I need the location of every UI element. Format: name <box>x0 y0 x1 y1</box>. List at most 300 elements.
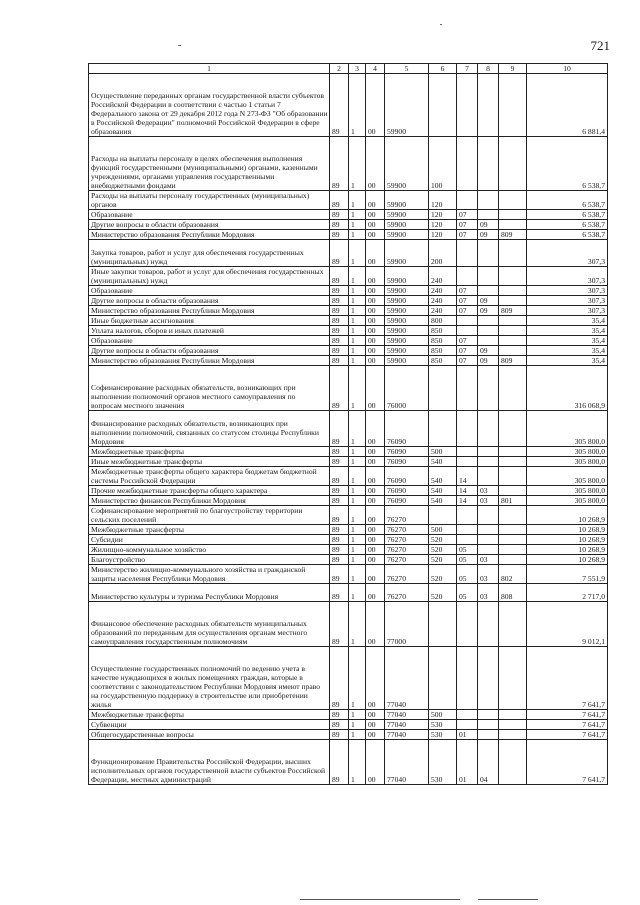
row-code-cell: 00 <box>366 584 385 602</box>
row-code-cell: 1 <box>349 730 366 740</box>
table-row <box>89 486 608 496</box>
row-code-cell <box>499 411 527 447</box>
column-header: 1 <box>89 64 330 74</box>
row-code-cell <box>499 730 527 740</box>
table-row <box>89 336 608 346</box>
row-code-cell <box>478 411 499 447</box>
row-code-cell <box>499 74 527 137</box>
row-code-cell: 100 <box>429 137 457 191</box>
row-code-cell <box>478 647 499 710</box>
row-amount-cell: 6 538,7 <box>527 230 608 240</box>
row-name-cell: Закупка товаров, работ и услуг для обеспечения государственных (муниципальных) нужд <box>89 240 330 267</box>
row-name-cell: Уплата налогов, сборов и иных платежей <box>89 326 330 336</box>
table-row <box>89 730 608 740</box>
table-row <box>89 720 608 730</box>
row-code-cell: 1 <box>349 296 366 306</box>
table-row <box>89 584 608 602</box>
row-code-cell: 04 <box>478 740 499 785</box>
row-code-cell: 1 <box>349 647 366 710</box>
row-code-cell: 00 <box>366 306 385 316</box>
column-header: 8 <box>478 64 499 74</box>
row-code-cell <box>478 137 499 191</box>
table-row <box>89 230 608 240</box>
row-code-cell: 59900 <box>385 286 429 296</box>
row-code-cell: 01 <box>457 740 478 785</box>
row-code-cell: 59900 <box>385 137 429 191</box>
row-code-cell: 1 <box>349 447 366 457</box>
row-code-cell: 500 <box>429 447 457 457</box>
row-code-cell: 1 <box>349 316 366 326</box>
table-body <box>89 74 608 785</box>
row-name-cell: Жилищно-коммунальное хозяйство <box>89 545 330 555</box>
row-amount-cell: 307,3 <box>527 286 608 296</box>
row-name-cell: Функционирование Правительства Российской Федерации, высших исполнительных органов государственной власти субъектов Российской Федерации, местных администраций <box>89 740 330 785</box>
row-code-cell <box>429 411 457 447</box>
table-row <box>89 286 608 296</box>
row-code-cell: 89 <box>330 486 349 496</box>
row-code-cell: 00 <box>366 535 385 545</box>
row-code-cell: 89 <box>330 447 349 457</box>
row-code-cell: 00 <box>366 137 385 191</box>
row-code-cell: 76090 <box>385 457 429 467</box>
row-code-cell: 89 <box>330 602 349 647</box>
table-row <box>89 555 608 565</box>
row-amount-cell: 35,4 <box>527 326 608 336</box>
table-row <box>89 296 608 306</box>
row-code-cell: 89 <box>330 710 349 720</box>
row-name-cell: Общегосударственные вопросы <box>89 730 330 740</box>
row-code-cell: 00 <box>366 356 385 366</box>
row-name-cell: Межбюджетные трансферты <box>89 447 330 457</box>
row-code-cell: 1 <box>349 555 366 565</box>
row-code-cell <box>499 296 527 306</box>
row-code-cell <box>457 447 478 457</box>
row-code-cell: 89 <box>330 210 349 220</box>
row-code-cell: 1 <box>349 411 366 447</box>
row-code-cell: 14 <box>457 496 478 506</box>
row-code-cell <box>478 525 499 535</box>
row-name-cell: Прочие межбюджетные трансферты общего характера <box>89 486 330 496</box>
row-code-cell <box>499 210 527 220</box>
row-amount-cell: 6 881,4 <box>527 74 608 137</box>
row-code-cell: 07 <box>457 220 478 230</box>
row-code-cell: 1 <box>349 457 366 467</box>
row-code-cell: 89 <box>330 647 349 710</box>
row-code-cell <box>457 647 478 710</box>
row-amount-cell: 305 800,0 <box>527 457 608 467</box>
row-code-cell: 59900 <box>385 240 429 267</box>
row-code-cell: 59900 <box>385 74 429 137</box>
row-amount-cell: 6 538,7 <box>527 210 608 220</box>
row-code-cell: 1 <box>349 286 366 296</box>
row-code-cell: 801 <box>499 496 527 506</box>
row-code-cell <box>478 720 499 730</box>
row-code-cell: 1 <box>349 240 366 267</box>
row-amount-cell: 305 800,0 <box>527 496 608 506</box>
row-code-cell: 59900 <box>385 336 429 346</box>
table-row <box>89 346 608 356</box>
row-amount-cell: 9 012,1 <box>527 602 608 647</box>
row-amount-cell: 7 641,7 <box>527 740 608 785</box>
row-name-cell: Министерство образования Республики Мордовия <box>89 306 330 316</box>
table-row <box>89 496 608 506</box>
table-row <box>89 506 608 525</box>
row-code-cell: 00 <box>366 555 385 565</box>
row-code-cell: 200 <box>429 240 457 267</box>
row-amount-cell: 7 551,9 <box>527 565 608 584</box>
row-code-cell <box>478 457 499 467</box>
row-code-cell <box>457 710 478 720</box>
table-row <box>89 710 608 720</box>
row-name-cell: Благоустройство <box>89 555 330 565</box>
table-row <box>89 447 608 457</box>
row-code-cell: 530 <box>429 740 457 785</box>
row-code-cell: 00 <box>366 336 385 346</box>
row-code-cell: 850 <box>429 356 457 366</box>
row-code-cell: 59900 <box>385 230 429 240</box>
row-code-cell: 520 <box>429 535 457 545</box>
row-code-cell: 59900 <box>385 191 429 210</box>
table-row <box>89 240 608 267</box>
row-code-cell: 89 <box>330 496 349 506</box>
row-code-cell <box>457 240 478 267</box>
row-code-cell: 520 <box>429 545 457 555</box>
row-code-cell: 07 <box>457 286 478 296</box>
table-row <box>89 740 608 785</box>
row-code-cell: 59900 <box>385 356 429 366</box>
row-code-cell: 77040 <box>385 647 429 710</box>
row-code-cell: 77000 <box>385 602 429 647</box>
footer-rule <box>478 899 538 900</box>
row-code-cell: 76090 <box>385 467 429 486</box>
table-row <box>89 565 608 584</box>
column-header: 2 <box>330 64 349 74</box>
row-amount-cell: 6 538,7 <box>527 220 608 230</box>
row-code-cell: 03 <box>478 584 499 602</box>
table-row <box>89 525 608 535</box>
row-code-cell <box>499 447 527 457</box>
row-code-cell <box>499 326 527 336</box>
row-code-cell: 76270 <box>385 565 429 584</box>
row-code-cell: 530 <box>429 730 457 740</box>
row-code-cell <box>499 506 527 525</box>
row-code-cell: 09 <box>478 296 499 306</box>
row-code-cell: 1 <box>349 210 366 220</box>
row-code-cell: 59900 <box>385 267 429 286</box>
row-code-cell <box>478 467 499 486</box>
row-code-cell: 09 <box>478 346 499 356</box>
budget-table <box>88 63 608 785</box>
row-code-cell: 89 <box>330 74 349 137</box>
row-code-cell: 00 <box>366 496 385 506</box>
row-code-cell: 89 <box>330 366 349 411</box>
row-code-cell: 09 <box>478 306 499 316</box>
row-code-cell <box>478 74 499 137</box>
row-code-cell: 89 <box>330 467 349 486</box>
row-code-cell: 05 <box>457 555 478 565</box>
row-code-cell: 530 <box>429 720 457 730</box>
row-code-cell: 59900 <box>385 326 429 336</box>
row-code-cell <box>478 336 499 346</box>
row-code-cell <box>478 506 499 525</box>
row-code-cell <box>499 137 527 191</box>
row-code-cell: 89 <box>330 411 349 447</box>
row-code-cell <box>478 710 499 720</box>
row-code-cell: 89 <box>330 137 349 191</box>
row-name-cell: Осуществление переданных органам государственной власти субъектов Российской Федерации в соответствии с частью 1 статьи 7 Федерального закона от 29 декабря 2012 года N 273-ФЗ "Об образовании в Российской Федерации" полномочий Российской Федерации в сфере образования <box>89 74 330 137</box>
row-amount-cell: 307,3 <box>527 267 608 286</box>
row-code-cell: 59900 <box>385 220 429 230</box>
row-code-cell: 05 <box>457 584 478 602</box>
table-row <box>89 306 608 316</box>
row-code-cell: 89 <box>330 220 349 230</box>
row-code-cell: 540 <box>429 486 457 496</box>
row-amount-cell: 7 641,7 <box>527 730 608 740</box>
column-header: 4 <box>366 64 385 74</box>
row-code-cell: 1 <box>349 326 366 336</box>
row-code-cell <box>499 267 527 286</box>
row-code-cell: 1 <box>349 496 366 506</box>
row-code-cell: 00 <box>366 447 385 457</box>
row-code-cell <box>429 74 457 137</box>
row-code-cell: 07 <box>457 346 478 356</box>
row-code-cell <box>457 74 478 137</box>
row-amount-cell: 307,3 <box>527 296 608 306</box>
row-code-cell: 240 <box>429 286 457 296</box>
row-code-cell <box>478 286 499 296</box>
row-code-cell: 89 <box>330 506 349 525</box>
row-name-cell: Софинансирование мероприятий по благоустройству территории сельских поселений <box>89 506 330 525</box>
row-code-cell: 76090 <box>385 496 429 506</box>
row-code-cell <box>499 286 527 296</box>
row-code-cell: 1 <box>349 220 366 230</box>
row-code-cell <box>499 457 527 467</box>
row-code-cell: 09 <box>478 230 499 240</box>
row-code-cell: 540 <box>429 496 457 506</box>
row-code-cell: 1 <box>349 525 366 535</box>
row-code-cell <box>457 457 478 467</box>
row-code-cell: 09 <box>478 356 499 366</box>
row-code-cell: 00 <box>366 191 385 210</box>
table-row <box>89 316 608 326</box>
page-number: 721 <box>590 38 610 53</box>
row-code-cell: 89 <box>330 584 349 602</box>
row-code-cell: 89 <box>330 356 349 366</box>
row-name-cell: Образование <box>89 210 330 220</box>
row-code-cell <box>478 602 499 647</box>
row-amount-cell: 10 268,9 <box>527 525 608 535</box>
row-code-cell: 00 <box>366 467 385 486</box>
footer-rule <box>300 899 460 900</box>
row-code-cell: 00 <box>366 286 385 296</box>
row-code-cell <box>478 366 499 411</box>
row-code-cell <box>429 647 457 710</box>
row-code-cell <box>457 267 478 286</box>
row-code-cell <box>457 720 478 730</box>
row-code-cell: 76090 <box>385 411 429 447</box>
row-code-cell: 14 <box>457 467 478 486</box>
row-code-cell: 76000 <box>385 366 429 411</box>
row-code-cell <box>457 506 478 525</box>
row-code-cell: 89 <box>330 525 349 535</box>
row-code-cell: 59900 <box>385 296 429 306</box>
row-code-cell: 07 <box>457 356 478 366</box>
row-name-cell: Министерство образования Республики Мордовия <box>89 356 330 366</box>
row-code-cell: 89 <box>330 306 349 316</box>
row-code-cell: 1 <box>349 740 366 785</box>
table-row <box>89 326 608 336</box>
row-code-cell: 120 <box>429 220 457 230</box>
row-code-cell <box>499 525 527 535</box>
row-name-cell: Министерство культуры и туризма Республики Мордовия <box>89 584 330 602</box>
row-code-cell <box>499 740 527 785</box>
row-code-cell: 89 <box>330 286 349 296</box>
row-code-cell: 00 <box>366 316 385 326</box>
table-row <box>89 356 608 366</box>
table-row <box>89 74 608 137</box>
row-code-cell <box>499 555 527 565</box>
row-code-cell: 00 <box>366 506 385 525</box>
row-name-cell: Межбюджетные трансферты <box>89 710 330 720</box>
row-code-cell: 1 <box>349 545 366 555</box>
row-code-cell <box>478 316 499 326</box>
row-code-cell: 00 <box>366 486 385 496</box>
row-name-cell: Субсидии <box>89 535 330 545</box>
row-amount-cell: 7 641,7 <box>527 647 608 710</box>
row-code-cell: 76270 <box>385 525 429 535</box>
row-code-cell: 76270 <box>385 506 429 525</box>
row-code-cell: 00 <box>366 525 385 535</box>
row-amount-cell: 316 068,9 <box>527 366 608 411</box>
row-amount-cell: 305 800,0 <box>527 411 608 447</box>
column-header: 9 <box>499 64 527 74</box>
row-code-cell: 89 <box>330 191 349 210</box>
row-amount-cell: 10 268,9 <box>527 506 608 525</box>
row-code-cell: 00 <box>366 647 385 710</box>
row-code-cell: 03 <box>478 486 499 496</box>
row-code-cell: 00 <box>366 366 385 411</box>
row-code-cell: 05 <box>457 545 478 555</box>
row-code-cell <box>478 191 499 210</box>
row-code-cell: 809 <box>499 230 527 240</box>
row-code-cell: 89 <box>330 316 349 326</box>
row-code-cell: 00 <box>366 267 385 286</box>
row-code-cell: 1 <box>349 306 366 316</box>
row-code-cell: 00 <box>366 740 385 785</box>
row-code-cell <box>457 535 478 545</box>
row-code-cell: 05 <box>457 565 478 584</box>
row-code-cell: 01 <box>457 730 478 740</box>
row-amount-cell: 305 800,0 <box>527 467 608 486</box>
row-name-cell: Межбюджетные трансферты общего характера бюджетам бюджетной системы Российской Федерации <box>89 467 330 486</box>
row-code-cell: 520 <box>429 555 457 565</box>
row-code-cell <box>499 710 527 720</box>
row-code-cell: 76270 <box>385 535 429 545</box>
table-row <box>89 366 608 411</box>
row-code-cell: 89 <box>330 230 349 240</box>
table-row <box>89 191 608 210</box>
row-name-cell: Расходы на выплаты персоналу в целях обеспечения выполнения функций государственными (муниципальными) органами, казенными учреждениями, органами управления государственными внебюджетными фондами <box>89 137 330 191</box>
table-row <box>89 467 608 486</box>
row-code-cell: 1 <box>349 191 366 210</box>
row-name-cell: Софинансирование расходных обязательств, возникающих при выполнении полномочий органов местного самоуправления по вопросам местного значения <box>89 366 330 411</box>
column-header: 10 <box>527 64 608 74</box>
table-header-row <box>89 64 608 74</box>
table-row <box>89 137 608 191</box>
row-code-cell: 00 <box>366 326 385 336</box>
row-amount-cell: 305 800,0 <box>527 447 608 457</box>
row-name-cell: Финансирование расходных обязательств, возникающих при выполнении полномочий, связанных со статусом столицы Республики Мордовия <box>89 411 330 447</box>
row-code-cell: 89 <box>330 730 349 740</box>
row-amount-cell: 307,3 <box>527 306 608 316</box>
row-code-cell: 07 <box>457 296 478 306</box>
row-code-cell: 03 <box>478 565 499 584</box>
row-code-cell: 1 <box>349 602 366 647</box>
row-amount-cell: 10 268,9 <box>527 545 608 555</box>
row-code-cell: 89 <box>330 535 349 545</box>
row-code-cell: 00 <box>366 240 385 267</box>
row-code-cell: 03 <box>478 496 499 506</box>
table-row <box>89 457 608 467</box>
row-code-cell <box>457 411 478 447</box>
row-code-cell: 89 <box>330 267 349 286</box>
row-code-cell: 89 <box>330 720 349 730</box>
row-name-cell: Другие вопросы в области образования <box>89 346 330 356</box>
row-code-cell <box>499 545 527 555</box>
row-code-cell <box>478 267 499 286</box>
row-code-cell: 540 <box>429 457 457 467</box>
row-code-cell <box>499 602 527 647</box>
row-code-cell: 500 <box>429 525 457 535</box>
row-code-cell <box>457 602 478 647</box>
row-code-cell: 00 <box>366 545 385 555</box>
row-amount-cell: 2 717,0 <box>527 584 608 602</box>
row-code-cell <box>478 545 499 555</box>
row-code-cell: 500 <box>429 710 457 720</box>
row-code-cell: 1 <box>349 356 366 366</box>
row-code-cell: 1 <box>349 506 366 525</box>
row-code-cell: 00 <box>366 220 385 230</box>
row-code-cell: 1 <box>349 720 366 730</box>
row-code-cell: 1 <box>349 336 366 346</box>
row-name-cell: Межбюджетные трансферты <box>89 525 330 535</box>
row-name-cell: Субвенции <box>89 720 330 730</box>
row-name-cell: Осуществление государственных полномочий по ведению учета в качестве нуждающихся в жилых помещениях граждан, которые в соответствии с законодательством Республики Мордовия имеют право на государственную поддержку в строительстве или приобретении жилья <box>89 647 330 710</box>
row-name-cell: Министерство образования Республики Мордовия <box>89 230 330 240</box>
row-code-cell: 14 <box>457 486 478 496</box>
row-code-cell: 89 <box>330 740 349 785</box>
row-code-cell: 00 <box>366 730 385 740</box>
row-code-cell: 07 <box>457 306 478 316</box>
row-code-cell: 89 <box>330 240 349 267</box>
row-code-cell: 240 <box>429 267 457 286</box>
row-code-cell <box>499 346 527 356</box>
row-code-cell: 520 <box>429 565 457 584</box>
row-code-cell: 89 <box>330 565 349 584</box>
row-code-cell <box>429 366 457 411</box>
row-amount-cell: 10 268,9 <box>527 535 608 545</box>
row-name-cell: Другие вопросы в области образования <box>89 296 330 306</box>
scan-mark <box>178 45 181 46</box>
row-code-cell: 07 <box>457 336 478 346</box>
row-code-cell <box>499 647 527 710</box>
table-row <box>89 411 608 447</box>
row-code-cell: 00 <box>366 565 385 584</box>
row-code-cell <box>499 366 527 411</box>
table-row <box>89 210 608 220</box>
row-code-cell: 00 <box>366 346 385 356</box>
row-name-cell: Министерство жилищно-коммунального хозяйства и гражданской защиты населения Республики Мордовия <box>89 565 330 584</box>
